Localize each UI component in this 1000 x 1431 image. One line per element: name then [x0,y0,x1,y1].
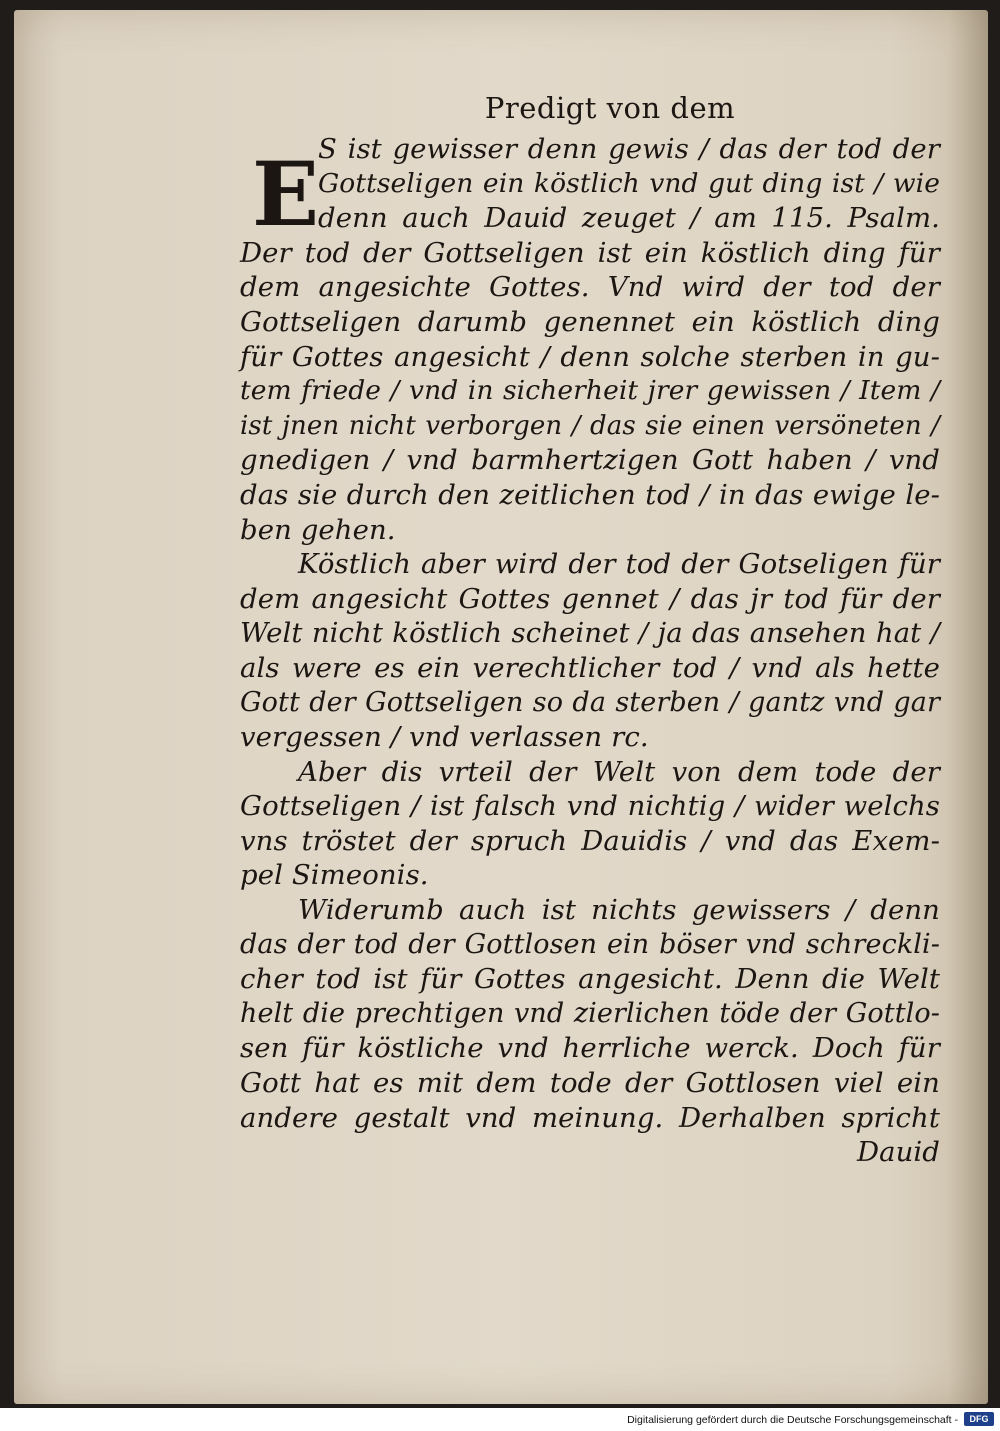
running-head: Predigt von dem [484,91,736,125]
text-line: als were es ein verechtlicher tod / vnd als hette [240,651,940,684]
text-line: vns tröstet der spruch Dauidis / vnd das Exem- [240,824,940,857]
text-line: Gott hat es mit dem tode der Gottlosen viel ein [240,1067,940,1100]
text-line: das sie durch den zeitlichen tod / in das ewige le- [240,478,940,511]
text-line: ben gehen. [240,513,396,546]
text-line: vergessen / vnd verlassen rc. [240,721,649,754]
text-line: für Gottes angesicht / denn solche sterben in gu- [240,340,940,373]
text-line: sen für köstliche vnd herrliche werck. Doch für [240,1032,940,1065]
footer-bar [0,1408,1000,1431]
text-line: Widerumb auch ist nichts gewissers / denn [298,894,940,927]
funding-note: Digitalisierung gefördert durch die Deutsche Forschungsgemeinschaft - [627,1414,958,1426]
text-line: dem angesicht Gottes gennet / das jr tod für der [240,582,940,615]
text-line: cher tod ist für Gottes angesicht. Denn die Welt [240,963,940,996]
text-line: Gottseligen darumb genennet ein köstlich ding [240,305,940,338]
dfg-logo: DFG [964,1412,994,1426]
text-line: S ist gewisser denn gewis / das der tod der [318,133,940,165]
text-block [240,88,940,1170]
text-line: gnedigen / vnd barmhertzigen Gott haben / vnd [240,444,940,477]
text-line: ist jnen nicht verborgen / das sie einen versöneten / [240,410,940,441]
text-line: das der tod der Gottlosen ein böser vnd schreckli- [240,928,940,960]
text-line: Gottseligen ein köstlich vnd gut ding ist / wie [318,167,940,199]
text-line: Gottseligen / ist falsch vnd nichtig / wider welchs [240,790,940,823]
text-line: pel Simeonis. [240,859,429,892]
text-line: tem friede / vnd in sicherheit jrer gewissen / Item / [240,375,940,407]
text-line: Welt nicht köstlich scheinet / ja das ansehen hat / [240,617,940,650]
text-line: Gott der Gottseligen so da sterben / gantz vnd gar [240,686,940,718]
text-line: dem angesichte Gottes. Vnd wird der tod der [240,271,940,304]
drop-cap: E [252,142,320,246]
catchword: Dauid [856,1136,940,1169]
text-line: Aber dis vrteil der Welt von dem tode der [298,755,940,788]
text-line: Köstlich aber wird der tod der Gotseligen für [298,548,940,581]
text-line: helt die prechtigen vnd zierlichen töde der Gottlo- [240,997,940,1029]
text-line: Der tod der Gottseligen ist ein köstlich ding für [240,236,940,269]
text-line: andere gestalt vnd meinung. Derhalben spricht [240,1101,940,1134]
text-line: denn auch Dauid zeuget / am 115. Psalm. [318,202,940,235]
spine-shadow [948,10,988,1404]
